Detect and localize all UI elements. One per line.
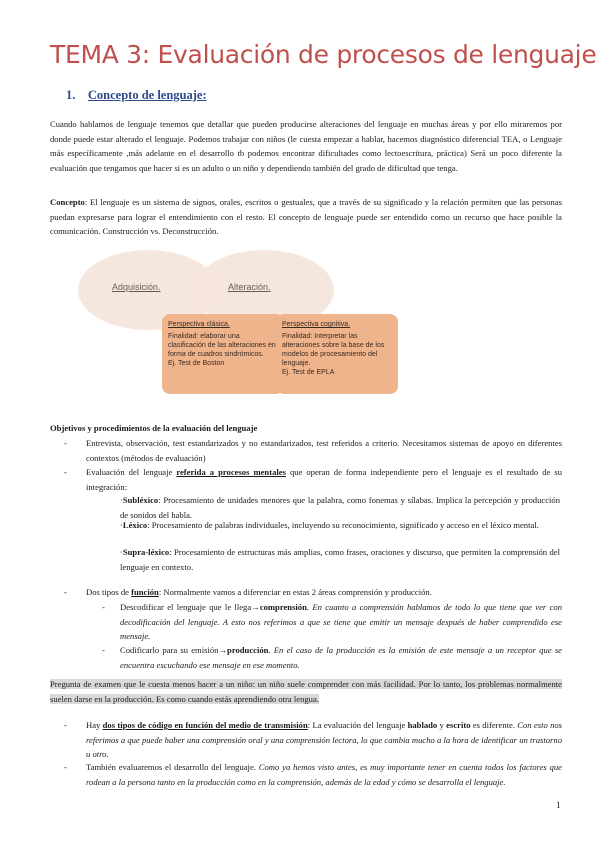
final-item-2-pre: También evaluaremos el desarrollo del lenguaje. — [86, 762, 259, 772]
objectives-item-2-pre: Evaluación del lenguaje — [86, 467, 177, 477]
lexico-text: : Procesamiento de palabras individuales, incluyendo su reconocimiento, significado y acceso en el léxico mental. — [147, 520, 539, 530]
page-title: TEMA 3: Evaluación de procesos de lenguaje — [50, 40, 597, 69]
list-item: ·Léxico: Procesamiento de palabras individuales, incluyendo su reconocimiento, significado y acceso en el léxico mental. — [120, 520, 539, 530]
classic-perspective-box — [162, 314, 284, 394]
list-item: ·Supra-léxico: Procesamiento de estructuras más amplias, como frases, oraciones y discurso, que permiten la comprensión del lenguaje en contexto. — [120, 547, 560, 572]
language-diagram — [78, 250, 385, 394]
cognitive-perspective-example: Ej. Test de EPLA — [282, 369, 335, 376]
lexico-term: Léxico — [122, 520, 148, 530]
concept-text: : El lenguaje es un sistema de signos, orales, escritos o gestuales, que a través de su significado y la relación permiten que las personas puedan expresarse para lograr el entendimiento con el resto. El concepto de lenguaje puede ser entendido como un recurso que hace posible la comunicación. Construcción vs. Deconstrucción. — [50, 197, 562, 237]
list-item: - Codificarlo para su emisión→producción. En el caso de la producción es la emisión de este mensaje a un receptor que se encuentra escuchando ese mensaje en ese momento. — [102, 645, 562, 670]
final-item-1-emph: dos tipos de código en función del medio de transmisión — [102, 720, 308, 730]
cognitive-perspective-box — [276, 314, 398, 394]
list-item: - Dos tipos de función: Normalmente vamos a diferenciar en estas 2 áreas comprensión y producción. — [64, 587, 432, 597]
section-heading — [66, 88, 207, 103]
classic-perspective-title: Perspectiva clásica. — [168, 321, 230, 328]
classic-perspective-body: Finalidad: elaborar una clasificación de las alteraciones en forma de cuadros sindrómicos. — [168, 333, 276, 358]
final-item-1-pre: Hay — [86, 720, 103, 730]
objectives-item-1: Entrevista, observación, test estandarizados y no estandarizados, test referidos a criterio. Necesitamos sistemas de apoyo en diferentes contextos (métodos de evaluación) — [86, 438, 562, 463]
final-item-1-and: y — [437, 720, 447, 730]
cognitive-perspective-title: Perspectiva cognitiva. — [282, 321, 351, 328]
final-item-1-post: es diferente. — [470, 720, 518, 730]
cognitive-perspective-body: Finalidad: Interpretar las alteraciones sobre la base de los modelos de procesamiento del lenguaje. — [282, 333, 385, 367]
alteration-label: Alteración. — [228, 282, 271, 292]
function-1-italic: . En cuanto a comprensión hablamos de todo lo que tiene que ver con decodificación del lenguaje. A esto nos referimos a que se tiene que emitir un mensaje después de haber comprendido ese mensaje. — [120, 602, 562, 642]
final-item-2-italic: Como ya hemos visto antes, es muy importante tener en cuenta todos los factores que rodean a la persona tanto en la producción como en la comprensión, además de la edad y cómo se desarrolla el lenguaje. — [86, 762, 562, 787]
section-number: 1. — [66, 88, 76, 102]
objectives-item-3-emph: función — [131, 587, 159, 597]
final-item-1-written: escrito — [446, 720, 471, 730]
function-2-pre: Codificarlo para su emisión→ — [120, 645, 228, 655]
page-number: 1 — [556, 800, 561, 810]
function-2-italic: . En el caso de la producción es la emisión de este mensaje a un receptor que se encuentra escuchando ese mensaje en ese momento. — [120, 645, 562, 670]
concept-paragraph — [50, 195, 562, 239]
list-item: - Hay dos tipos de código en función del medio de transmisión: La evaluación del lenguaje hablado y escrito es diferente. Con esto nos referimos a que puede haber una comprensión oral y una comprensión lectora, lo que cambia mucho a la hora de identificar un trastorno u otro. — [64, 720, 563, 760]
function-2-emph: producción — [227, 645, 269, 655]
list-item: ·Subléxico: Procesamiento de unidades menores que la palabra, como fonemas y sílabas. Implica la percepción y producción de sonidos del habla. — [120, 495, 560, 520]
objectives-item-3-post: : Normalmente vamos a diferenciar en estas 2 áreas comprensión y producción. — [158, 587, 432, 597]
objectives-item-2-post: que operan de forma independiente pero el lenguaje es el resultado de su integración: — [86, 467, 562, 492]
exam-note — [50, 677, 562, 706]
objectives-heading: Objetivos y procedimientos de la evaluación del lenguaje — [50, 423, 258, 433]
classic-perspective-example: Ej. Test de Boston — [168, 360, 225, 367]
list-item: - Entrevista, observación, test estandarizados y no estandarizados, test referidos a criterio. Necesitamos sistemas de apoyo en diferentes contextos (métodos de evaluación) — [64, 438, 562, 463]
supralexico-text: : Procesamiento de estructuras más amplias, como frases, oraciones y discurso, que permiten la comprensión del lenguaje en contexto. — [120, 547, 560, 572]
final-item-1-spoken: hablado — [407, 720, 438, 730]
list-item: - Evaluación del lenguaje referida a procesos mentales que operan de forma independiente pero el lenguaje es el resultado de su integración: — [64, 467, 562, 492]
intro-paragraph: Cuando hablamos de lenguaje tenemos que detallar que pueden producirse alteraciones del lenguaje en muchas áreas y por ello miraremos por donde puede estar alterado el lenguaje. Podemos trabajar con niños (le cuesta empezar a hablar, hacemos diagnóstico diferencial TEA, o Lenguaje más específicamente ,más adelante en el desarrollo tb podemos encontrar dificultades como lectoescritura, práctica) Será un poco diferente la evaluación que tengamos que hacer si es un adulto o un niño y dependiendo también del grado de dificultad que tenga. — [50, 119, 562, 173]
section-label: Concepto de lenguaje: — [87, 88, 207, 102]
final-item-1-mid: : La evaluación del lenguaje — [307, 720, 408, 730]
acquisition-label: Adquisición. — [112, 282, 161, 292]
sublexico-text: : Procesamiento de unidades menores que la palabra, como fonemas y sílabas. Implica la percepción y producción de sonidos del habla. — [120, 495, 560, 520]
sublexico-term: Subléxico — [122, 495, 159, 505]
final-item-1-italic: Con esto nos referimos a que puede haber una comprensión oral y una comprensión lectora, lo que cambia mucho a la hora de identificar un trastorno u otro. — [86, 720, 563, 760]
list-item: - También evaluaremos el desarrollo del lenguaje. Como ya hemos visto antes, es muy importante tener en cuenta todos los factores que rodean a la persona tanto en la producción como en la comprensión, además de la edad y cómo se desarrolla el lenguaje. — [64, 762, 562, 787]
exam-note-text: Pregunta de examen que le cuesta menos hacer a un niño: un niño suele comprender con más facilidad. Por lo tanto, los problemas normalmente suelen darse en la producción. Es como cuando estás aprendiendo otra lengua. — [50, 679, 562, 704]
supralexico-term: Supra-léxico — [122, 547, 170, 557]
function-1-pre: Descodificar el lenguaje que le llega→ — [120, 602, 260, 612]
objectives-item-3-pre: Dos tipos de — [86, 587, 132, 597]
function-1-emph: comprensión — [259, 602, 307, 612]
list-item: - Descodificar el lenguaje que le llega→comprensión. En cuanto a comprensión hablamos de todo lo que tiene que ver con decodificación del lenguaje. A esto nos referimos a que se tiene que emitir un mensaje después de haber comprendido ese mensaje. — [102, 602, 562, 642]
concept-term: Concepto — [50, 197, 85, 207]
objectives-item-2-emph: referida a procesos mentales — [176, 467, 286, 477]
